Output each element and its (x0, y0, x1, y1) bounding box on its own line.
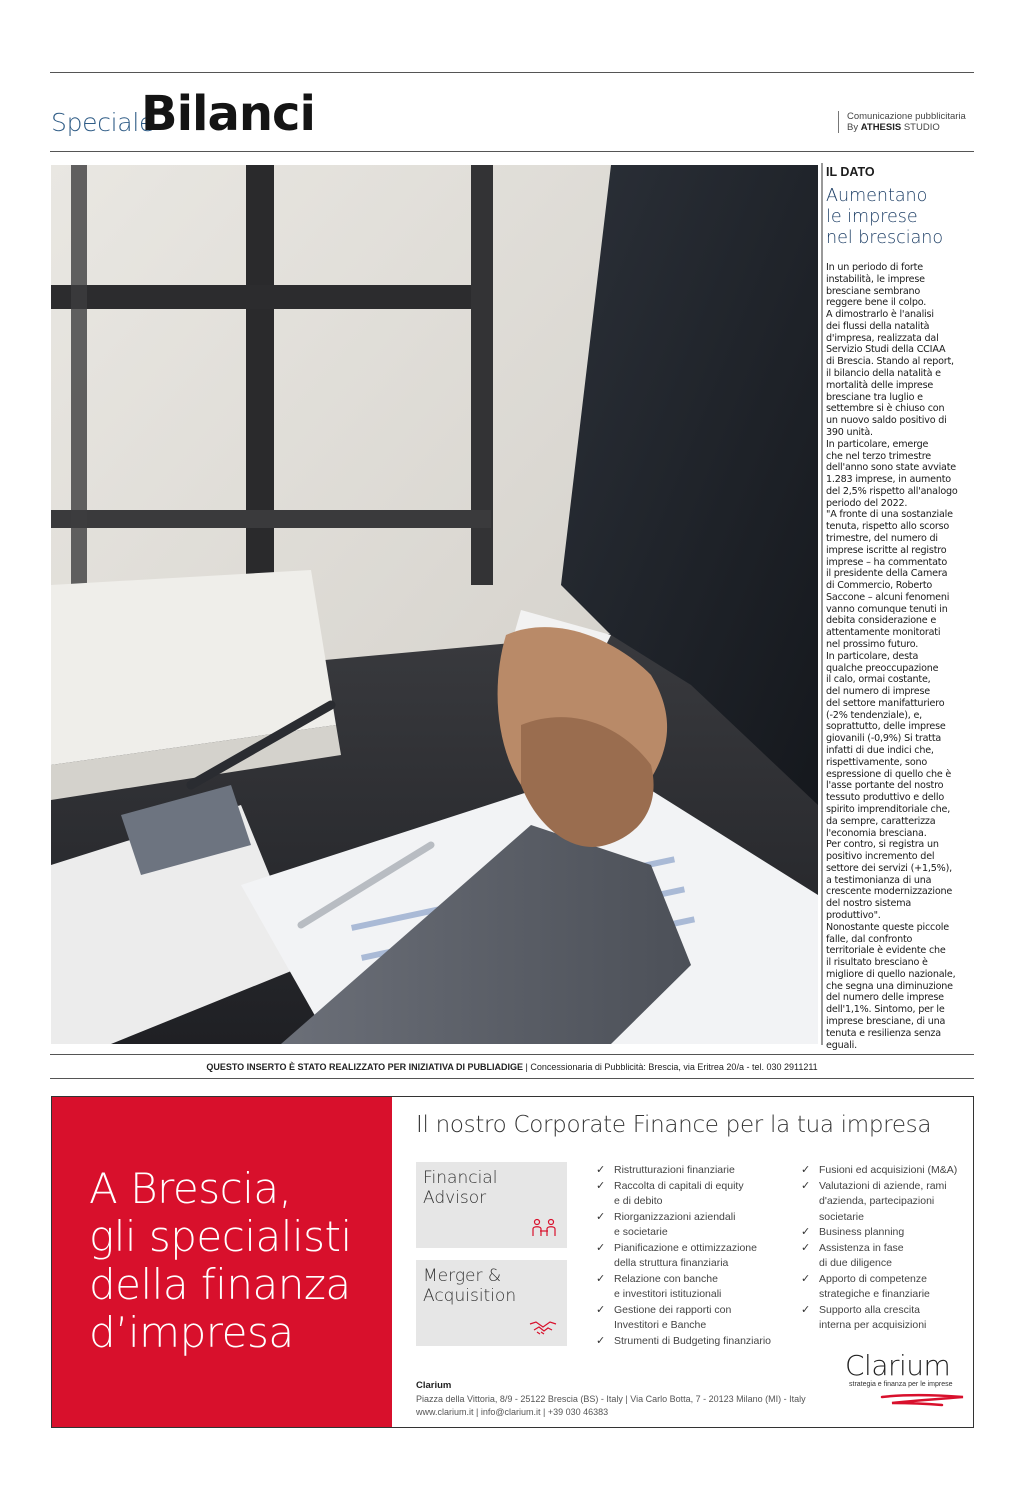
service-item (596, 1303, 796, 1334)
article-kicker: IL DATO (826, 165, 875, 179)
article-body-line: crescente modernizzazione (826, 886, 953, 898)
service-item (596, 1334, 796, 1350)
slogan-line: gli specialisti (89, 1212, 352, 1261)
slogan-line: della finanza (89, 1260, 351, 1309)
service-line: Gestione dei rapporti con (614, 1303, 732, 1316)
article-body-line: trimestre, del numero di (826, 532, 938, 544)
article-body-line: il bilancio della natalità e (826, 368, 941, 380)
article-body-line: a testimonianza di una (826, 874, 932, 886)
checkmark-icon: ✓ (801, 1226, 811, 1238)
article-body-line: (-2% tendenziale), e, (826, 709, 923, 721)
checkmark-icon: ✓ (596, 1334, 606, 1347)
credit-bold: QUESTO INSERTO È STATO REALIZZATO PER INIZIATIVA DI PUBLIADIGE (206, 1062, 523, 1072)
article-body-line: Servizio Studi della CCIAA (826, 344, 946, 356)
article-body-line: debita considerazione e (826, 615, 937, 627)
handshake-photo (51, 165, 818, 1044)
box-label-line: Financial (423, 1168, 498, 1188)
service-line: e di debito (614, 1195, 663, 1207)
notice-line: Comunicazione pubblicitaria (847, 111, 966, 122)
credit-line (50, 1062, 974, 1072)
article-body-line: territoriale è evidente che (826, 945, 946, 957)
article-body-line: l'economia bresciana. (826, 827, 927, 839)
section-label: Speciale (51, 108, 155, 137)
article-body-line: "A fronte di una sostanziale (826, 509, 953, 521)
service-line: Apporto di competenze (819, 1272, 927, 1285)
article-body-line: d'impresa, realizzata dal (826, 332, 939, 344)
notice-byline (847, 122, 966, 133)
article-body-line: il presidente della Camera (826, 568, 948, 580)
service-line: Supporto alla crescita (819, 1303, 920, 1316)
article-body-line: tessuto produttivo e dello (826, 792, 945, 804)
article-body-line: da sempre, caratterizza (826, 815, 936, 827)
checkmark-icon: ✓ (596, 1164, 606, 1176)
notice-brand: ATHESIS (860, 122, 902, 133)
article-body-line: dei flussi della natalità (826, 320, 930, 332)
article-body-line: dell'1,1%. Sintomo, per le (826, 1004, 945, 1016)
checkmark-icon: ✓ (596, 1272, 606, 1285)
article-body-line: dell'anno sono state avviate (826, 462, 956, 474)
service-line: Pianificazione e ottimizzazione (614, 1241, 757, 1254)
service-line: Raccolta di capitali di equity (614, 1179, 744, 1192)
article-headline (826, 186, 971, 249)
header-rule (50, 151, 974, 152)
notice-studio: STUDIO (903, 122, 940, 133)
article-body-line: Saccone – alcuni fenomeni (826, 591, 950, 603)
article-body-line: tenuta, rispetto allo scorso (826, 521, 950, 533)
checkmark-icon: ✓ (596, 1210, 606, 1223)
checkmark-icon: ✓ (596, 1179, 606, 1192)
ad-title: Il nostro Corporate Finance per la tua impresa (416, 1112, 932, 1138)
article-body-line: In particolare, emerge (826, 438, 929, 450)
box-label-line: Acquisition (423, 1286, 517, 1306)
slogan-line: d’impresa (89, 1308, 294, 1357)
service-item (596, 1163, 796, 1179)
service-item (596, 1272, 796, 1303)
service-line: Fusioni ed acquisizioni (M&A) (819, 1164, 958, 1176)
service-item (801, 1272, 971, 1303)
credit-rest: | Concessionaria di Pubblicità: Brescia, via Eritrea 20/a - tel. 030 2911211 (523, 1062, 818, 1072)
box-label-line: Merger & (423, 1266, 502, 1286)
article-body-line: periodo del 2022. (826, 497, 908, 509)
logo-tagline: strategia e finanza per le imprese (849, 1381, 953, 1388)
box-label (423, 1168, 497, 1208)
merger-acquisition-box (416, 1260, 567, 1346)
column-rule (821, 163, 823, 1045)
article-body-line: mortalità delle imprese (826, 379, 934, 391)
photo-illustration (51, 165, 818, 1044)
service-item (596, 1241, 796, 1272)
article-body-line: del nostro sistema (826, 898, 912, 910)
checkmark-icon: ✓ (801, 1272, 811, 1285)
article-body-line: il risultato bresciano è (826, 957, 928, 969)
article-body-line: che nel terzo trimestre (826, 450, 931, 462)
financial-advisor-box (416, 1162, 567, 1248)
service-line: societarie (819, 1210, 864, 1223)
slogan-line: A Brescia, (89, 1164, 292, 1213)
article-body (826, 262, 971, 1051)
article-column (826, 163, 971, 1051)
article-body-line: soprattutto, delle imprese (826, 721, 946, 733)
article-body-line: un nuovo saldo positivo di (826, 415, 947, 427)
service-item (801, 1225, 971, 1241)
checkmark-icon: ✓ (801, 1164, 811, 1176)
article-body-line: settembre si è chiuso con (826, 403, 945, 415)
checkmark-icon: ✓ (801, 1241, 811, 1254)
notice-by: By (847, 122, 859, 133)
people-meeting-icon (531, 1218, 557, 1238)
footer-rule-bottom (50, 1078, 974, 1079)
article-body-line: instabilità, le imprese (826, 273, 925, 285)
services-list-right (801, 1163, 971, 1334)
ad-company-name: Clarium (416, 1380, 452, 1391)
top-rule (50, 72, 974, 73)
article-body-line: rispettivamente, sono (826, 756, 928, 768)
footer-rule-top (50, 1054, 974, 1055)
article-body-line: tenuta e resilienza senza (826, 1027, 941, 1039)
ad-address (416, 1393, 806, 1419)
article-body-line: imprese bresciane, di una (826, 1016, 946, 1027)
article-body-line: In un periodo di forte (826, 262, 923, 273)
headline-line: nel bresciano (826, 228, 944, 248)
article-body-line: settore dei servizi (+1,5%), (826, 862, 952, 874)
service-line: Strumenti di Budgeting finanziario (614, 1334, 772, 1347)
service-line: e investitori istituzionali (614, 1288, 722, 1300)
checkmark-icon: ✓ (596, 1241, 606, 1254)
headline-line: Aumentano (826, 186, 928, 206)
article-body-line: positivo incremento del (826, 851, 935, 863)
article-body-line: 390 unità. (826, 426, 873, 438)
service-item (801, 1163, 971, 1179)
article-body-line: produttivo". (826, 909, 881, 921)
service-line: interna per acquisizioni (819, 1319, 927, 1331)
service-item (596, 1210, 796, 1241)
article-body-line: 1.283 imprese, in aumento (826, 474, 951, 486)
service-item (801, 1303, 971, 1334)
headline-line: le imprese (826, 207, 918, 227)
service-line: Valutazioni di aziende, rami (819, 1179, 947, 1192)
article-body-line: il calo, ormai costante, (826, 674, 931, 686)
ad-slogan (89, 1165, 352, 1357)
service-line: Investitori e Banche (614, 1319, 707, 1331)
services-list-left (596, 1163, 796, 1349)
service-line: e societarie (614, 1226, 668, 1238)
article-body-line: giovanili (-0,9%) Si tratta (826, 733, 942, 745)
article-body-line: falle, dal confronto (826, 933, 913, 945)
article-body-line: di Brescia. Stando al report, (826, 356, 954, 368)
service-item (596, 1179, 796, 1210)
article-body-line: migliore di quello nazionale, (826, 968, 956, 980)
article-body-line: infatti di due indici che, (826, 745, 934, 757)
service-line: di due diligence (819, 1257, 892, 1269)
contacts-line: www.clarium.it | info@clarium.it | +39 030 46383 (416, 1407, 609, 1417)
article-body-line: A dimostrarlo è l'analisi (826, 309, 934, 321)
service-item (801, 1241, 971, 1272)
clarium-logo: Clarium (845, 1349, 951, 1382)
checkmark-icon: ✓ (801, 1179, 811, 1192)
address-line: Piazza della Vittoria, 8/9 - 25122 Brescia (BS) - Italy | Via Carlo Botta, 7 - 20123 Milano (MI) - Italy (416, 1394, 806, 1404)
service-item (801, 1179, 971, 1226)
article-body-line: bresciane sembrano (826, 285, 921, 297)
article-body-line: eguali. (826, 1039, 857, 1051)
box-label-line: Advisor (423, 1188, 487, 1208)
page-title: Bilanci (141, 86, 315, 142)
service-line: Business planning (819, 1226, 905, 1238)
box-label (423, 1266, 516, 1306)
service-line: della struttura finanziaria (614, 1257, 729, 1269)
article-body-line: attentamente monitorati (826, 627, 941, 639)
article-body-line: Per contro, si registra un (826, 839, 939, 851)
article-body-line: del 2,5% rispetto all'analogo (826, 485, 958, 497)
service-line: Riorganizzazioni aziendali (614, 1210, 736, 1223)
checkmark-icon: ✓ (801, 1303, 811, 1316)
article-body-line: espressione di quello che è (826, 768, 952, 780)
article-body-line: In particolare, desta (826, 650, 919, 662)
article-body-line: del numero di imprese (826, 686, 931, 698)
article-body-line: vanno comunque tenuti in (826, 603, 948, 615)
service-line: Assistenza in fase (819, 1241, 904, 1254)
article-body-line: del settore manifatturiero (826, 697, 945, 709)
article-body-line: di Commercio, Roberto (826, 580, 933, 592)
article-body-line: qualche preoccupazione (826, 662, 939, 674)
logo-swoosh-icon (878, 1391, 968, 1411)
service-line: strategiche e finanziarie (819, 1288, 930, 1300)
article-body-line: del numero delle imprese (826, 992, 944, 1004)
article-body-line: imprese iscritte al registro (826, 544, 947, 556)
service-line: Relazione con banche (614, 1272, 718, 1285)
article-body-line: l'asse portante del nostro (826, 780, 944, 792)
service-line: d'azienda, partecipazioni (819, 1195, 935, 1207)
article-body-line: imprese – ha commentato (826, 556, 948, 568)
clarium-advertisement (51, 1096, 974, 1428)
article-body-line: bresciane tra luglio e (826, 391, 923, 403)
article-body-line: Nonostante queste piccole (826, 921, 949, 933)
service-line: Ristrutturazioni finanziarie (614, 1164, 735, 1176)
checkmark-icon: ✓ (596, 1303, 606, 1316)
ad-red-panel (52, 1097, 392, 1427)
article-body-line: spirito imprenditoriale che, (826, 803, 951, 815)
article-body-line: reggere bene il colpo. (826, 297, 927, 309)
article-body-line: che segna una diminuzione (826, 980, 953, 992)
handshake-icon (529, 1318, 557, 1336)
advertising-notice (838, 111, 966, 133)
article-body-line: nel prossimo futuro. (826, 639, 919, 650)
